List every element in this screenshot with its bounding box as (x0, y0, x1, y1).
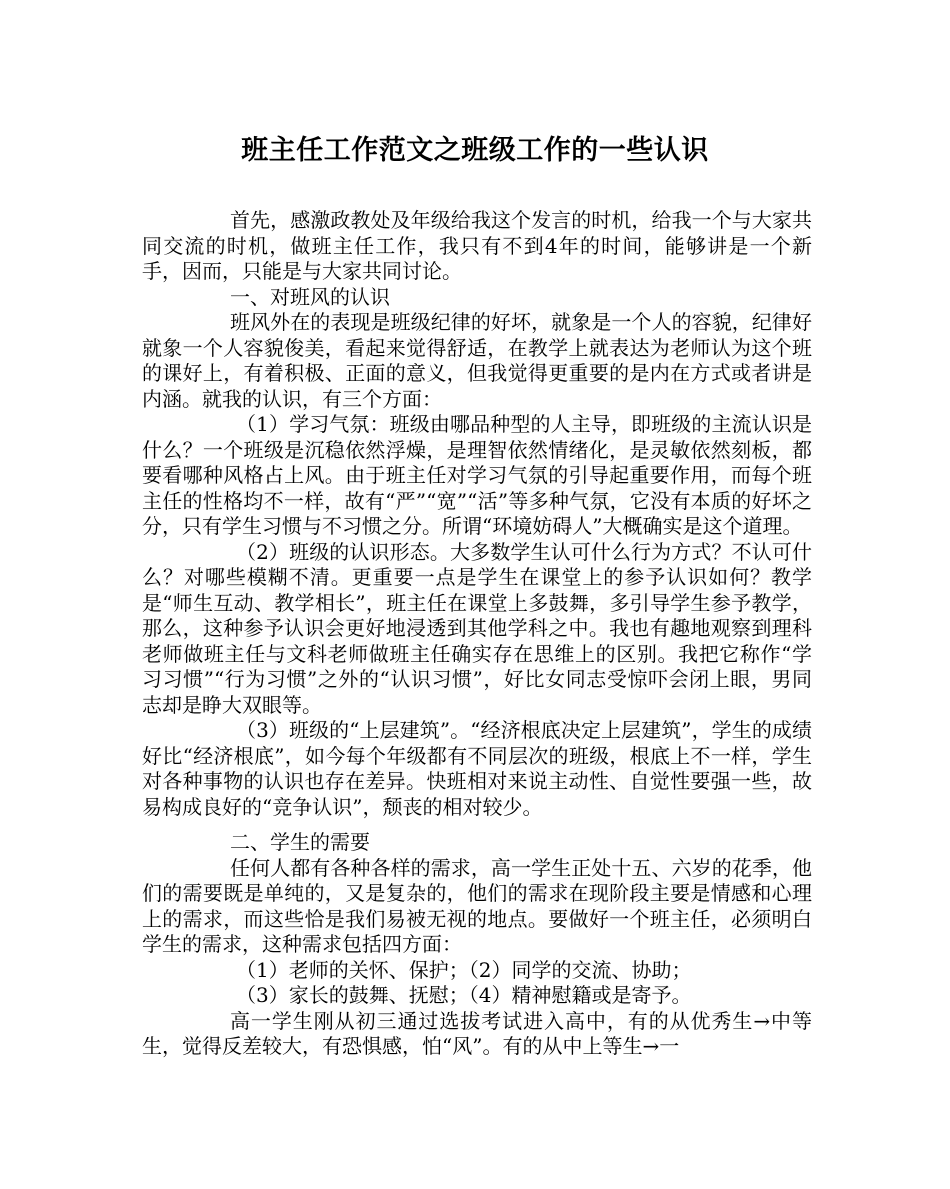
section-heading-class-style: 一、对班风的认识 (230, 284, 390, 309)
document-title: 班主任工作范文之班级工作的一些认识 (241, 135, 709, 166)
paragraph-grade-transition: 高一学生刚从初三通过选拔考试进入高中，有的从优秀生→中等生，觉得反差较大，有恐惧感，怕“风”。有的从中上等生→一 (142, 1008, 812, 1058)
needs-list-line-1: （1）老师的关怀、保护；（2）同学的交流、协助； (236, 957, 692, 982)
needs-list-line-2: （3）家长的鼓舞、抚慰；（4）精神慰籍或是寄予。 (236, 983, 692, 1007)
paragraph-class-style: 班风外在的表现是班级纪律的好坏，就象是一个人的容貌，纪律好就象一个人容貌俊美，看起来觉得舒适，在教学上就表达为老师认为这个班的课好上，有着积极、正面的意义，但我觉得更重要的是内在方式或者讲是内涵。就我的认识，有三个方面： (142, 310, 812, 411)
paragraph-class-ideology: （2）班级的认识形态。大多数学生认可什么行为方式？不认可什么？对哪些模糊不清。更重要一点是学生在课堂上的参予认识如何？教学是“师生互动、教学相长”，班主任在课堂上多鼓舞，多引导学生参予教学，那么，这种参予认识会更好地浸透到其他学科之中。我也有趣地观察到理科老师做班主任与文科老师做班主任确实存在思维上的区别。我把它称作“学习习惯”“行为习惯”之外的“认识习惯”，好比女同志受惊吓会闭上眼，男同志却是睁大双眼等。 (142, 539, 812, 717)
section-heading-student-needs: 二、学生的需要 (230, 830, 370, 854)
paragraph-superstructure: （3）班级的“上层建筑”。“经济根底决定上层建筑”，学生的成绩好比“经济根底”，如今每个年级都有不同层次的班级，根底上不一样，学生对各种事物的认识也存在差异。快班相对来说主动性、自觉性要强一些，故易构成良好的“竞争认识”，颓丧的相对较少。 (142, 718, 812, 819)
document-body (142, 208, 812, 1060)
paragraph-intro: 首先，感激政教处及年级给我这个发言的时机，给我一个与大家共同交流的时机，做班主任工作，我只有不到4年的时间，能够讲是一个新手，因而，只能是与大家共同讨论。 (142, 208, 812, 283)
paragraph-student-needs: 任何人都有各种各样的需求，高一学生正处十五、六岁的花季，他们的需要既是单纯的，又是复杂的，他们的需求在现阶段主要是情感和心理上的需求，而这些恰是我们易被无视的地点。要做好一个班主任，必须明白学生的需求，这种需求包括四方面： (142, 855, 812, 956)
paragraph-learning-atmosphere: （1）学习气氛：班级由哪品种型的人主导，即班级的主流认识是什么？一个班级是沉稳依然浮燥，是理智依然情绪化，是灵敏依然刻板，都要看哪种风格占上风。由于班主任对学习气氛的引导起重要作用，而每个班主任的性格均不一样，故有“严”“宽”“活”等多种气氛，它没有本质的好坏之分，只有学生习惯与不习惯之分。所谓“环境妨碍人”大概确实是这个道理。 (142, 412, 812, 538)
